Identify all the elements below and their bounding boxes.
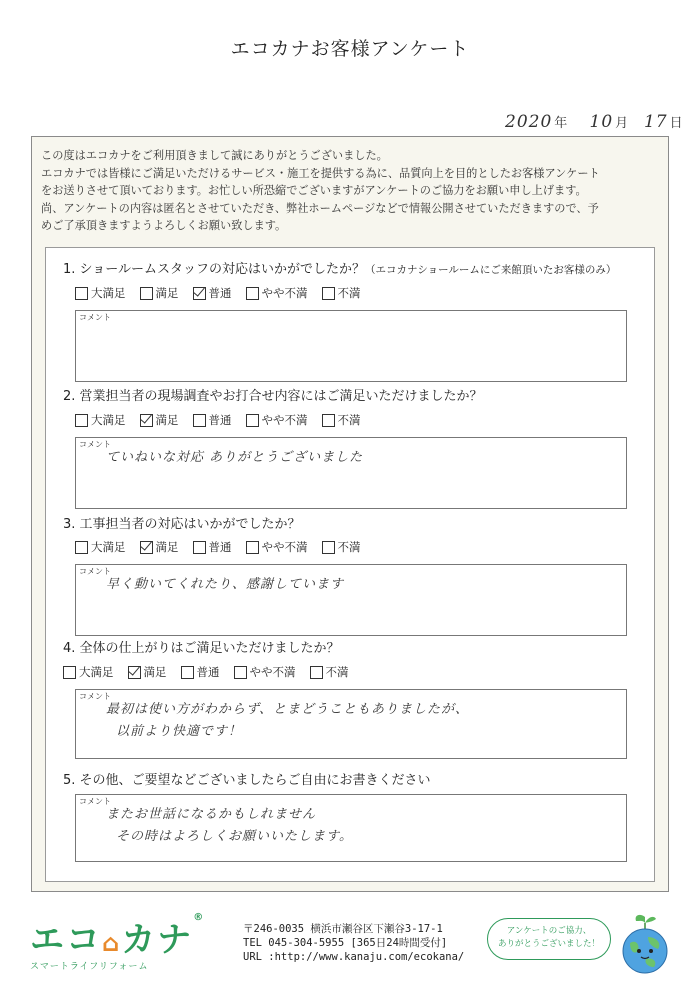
option-label: やや不満 (261, 286, 308, 300)
checkbox[interactable] (128, 666, 141, 679)
comment-box[interactable] (75, 794, 627, 862)
checkbox[interactable] (193, 414, 206, 427)
rating-option[interactable] (140, 412, 179, 428)
question-text (63, 258, 616, 277)
rating-option[interactable] (322, 285, 361, 301)
option-label: 満足 (155, 286, 179, 300)
question-label: 2. 営業担当者の現場調査やお打合せ内容にはご満足いただけましたか？ (63, 389, 483, 404)
option-label: 満足 (143, 665, 167, 679)
house-icon: ⌂ (102, 929, 122, 957)
comment-box[interactable] (75, 564, 627, 636)
question-label: 5. その他、ご要望などございましたらご自由にお書きください (63, 773, 431, 788)
registered-icon: ® (193, 912, 206, 923)
comment-label: コメント (79, 692, 111, 701)
question-label: 1. ショールームスタッフの対応はいかがでしたか？ (63, 262, 366, 277)
intro-line: 尚、アンケートの内容は匿名とさせていただき、弊社ホームページなどで情報公開させていただきますので、予 (41, 201, 599, 215)
postal-address: 〒246-0035 横浜市瀬谷区下瀬谷3-17-1 (243, 923, 443, 935)
comment-box[interactable] (75, 310, 627, 382)
option-label: 普通 (208, 540, 232, 554)
option-label: 普通 (208, 286, 232, 300)
handwritten-comment: 最初は使い方がわからず、とまどうこともありましたが、 (106, 702, 469, 717)
handwritten-comment: またお世話になるかもしれません (106, 807, 317, 822)
rating-option[interactable] (75, 412, 126, 428)
rating-option[interactable] (193, 285, 232, 301)
option-label: 大満足 (79, 665, 114, 679)
rating-option[interactable] (322, 539, 361, 555)
phone-number: TEL 045-304-5955 [365日24時間受付] (243, 937, 448, 949)
rating-option[interactable] (193, 412, 232, 428)
handwritten-comment: ていねいな対応 ありがとうございました (106, 450, 364, 465)
logo-kana: カナ (121, 920, 194, 960)
handwritten-comment: 早く動いてくれたり、感謝しています (106, 577, 345, 592)
bubble-line: アンケートのご協力、 (506, 926, 592, 936)
comment-label: コメント (79, 440, 111, 449)
option-label: やや不満 (261, 413, 308, 427)
date-month: 10 (589, 112, 614, 132)
checkbox[interactable] (75, 287, 88, 300)
comment-label: コメント (79, 567, 111, 576)
rating-option[interactable] (246, 539, 308, 555)
date-year-unit: 年 (554, 116, 569, 131)
date-day: 17 (643, 112, 668, 132)
checkbox[interactable] (246, 287, 259, 300)
checkbox[interactable] (140, 287, 153, 300)
rating-option[interactable] (246, 285, 308, 301)
logo-subtitle: スマートライフリフォーム (30, 962, 149, 972)
handwritten-comment: 以前より快適です！ (116, 724, 243, 739)
question-text (63, 769, 431, 788)
checkbox[interactable] (246, 541, 259, 554)
option-label: 大満足 (91, 540, 126, 554)
rating-option[interactable] (63, 664, 114, 680)
checkbox[interactable] (310, 666, 323, 679)
option-label: やや不満 (261, 540, 308, 554)
question-text (63, 637, 340, 656)
comment-label: コメント (79, 313, 111, 322)
option-label: 大満足 (91, 413, 126, 427)
option-label: 普通 (196, 665, 220, 679)
checkbox[interactable] (140, 414, 153, 427)
rating-option[interactable] (75, 285, 126, 301)
option-label: やや不満 (249, 665, 296, 679)
intro-line: めご了承頂きますようよろしくお願い致します。 (41, 219, 287, 232)
date-year: 2020 (505, 112, 553, 132)
intro-line: をお送りさせて頂いております。お忙しい所恐縮でございますがアンケートのご協力をお願い申し上げます。 (41, 184, 587, 197)
rating-options (75, 285, 361, 301)
website-url[interactable]: URL :http://www.kanaju.com/ecokana/ (243, 951, 465, 963)
thanks-bubble (487, 918, 611, 960)
page-title: エコカナお客様アンケート (230, 38, 470, 60)
checkbox[interactable] (193, 541, 206, 554)
contact-info (243, 922, 464, 964)
checkbox[interactable] (140, 541, 153, 554)
option-label: 満足 (155, 540, 179, 554)
checkbox[interactable] (75, 414, 88, 427)
rating-options (75, 539, 361, 555)
checkbox[interactable] (234, 666, 247, 679)
rating-option[interactable] (246, 412, 308, 428)
rating-option[interactable] (193, 539, 232, 555)
question-label: 4. 全体の仕上がりはご満足いただけましたか？ (63, 641, 340, 656)
intro-line: この度はエコカナをご利用頂きまして誠にありがとうございました。 (41, 149, 388, 162)
handwritten-comment: その時はよろしくお願いいたします。 (116, 829, 353, 844)
question-text (63, 513, 301, 532)
date-day-unit: 日 (669, 116, 684, 131)
option-label: 不満 (337, 286, 361, 300)
option-label: 普通 (208, 413, 232, 427)
option-label: 大満足 (91, 286, 126, 300)
rating-option[interactable] (310, 664, 349, 680)
comment-box[interactable] (75, 437, 627, 509)
ecokana-logo (30, 912, 205, 972)
comment-box[interactable] (75, 689, 627, 759)
rating-option[interactable] (128, 664, 167, 680)
survey-date (505, 112, 686, 132)
checkbox[interactable] (246, 414, 259, 427)
checkbox[interactable] (322, 541, 335, 554)
rating-options (75, 412, 361, 428)
checkbox[interactable] (322, 287, 335, 300)
checkbox[interactable] (63, 666, 76, 679)
bubble-line: ありがとうございました！ (497, 939, 600, 949)
question-label: 3. 工事担当者の対応はいかがでしたか？ (63, 517, 301, 532)
option-label: 満足 (155, 413, 179, 427)
option-label: 不満 (337, 413, 361, 427)
logo-wordmark (30, 912, 205, 961)
logo-eco: エコ (30, 920, 102, 960)
question-note: （エコカナショールームにご来館頂いたお客様のみ） (365, 264, 617, 276)
rating-option[interactable] (234, 664, 296, 680)
earth-mascot-icon (618, 913, 672, 975)
checkbox[interactable] (322, 414, 335, 427)
intro-line: エコカナでは皆様にご満足いただけるサービス・施工を提供する為に、品質向上を目的としたお客様アンケート (41, 166, 600, 180)
rating-option[interactable] (140, 285, 179, 301)
checkbox[interactable] (75, 541, 88, 554)
rating-option[interactable] (75, 539, 126, 555)
rating-options (63, 664, 349, 680)
rating-option[interactable] (322, 412, 361, 428)
checkbox[interactable] (181, 666, 194, 679)
date-month-unit: 月 (615, 116, 630, 131)
rating-option[interactable] (181, 664, 220, 680)
option-label: 不満 (325, 665, 349, 679)
intro-text (41, 147, 661, 235)
checkbox[interactable] (193, 287, 206, 300)
rating-option[interactable] (140, 539, 179, 555)
question-text (63, 385, 483, 404)
option-label: 不満 (337, 540, 361, 554)
comment-label: コメント (79, 797, 111, 806)
